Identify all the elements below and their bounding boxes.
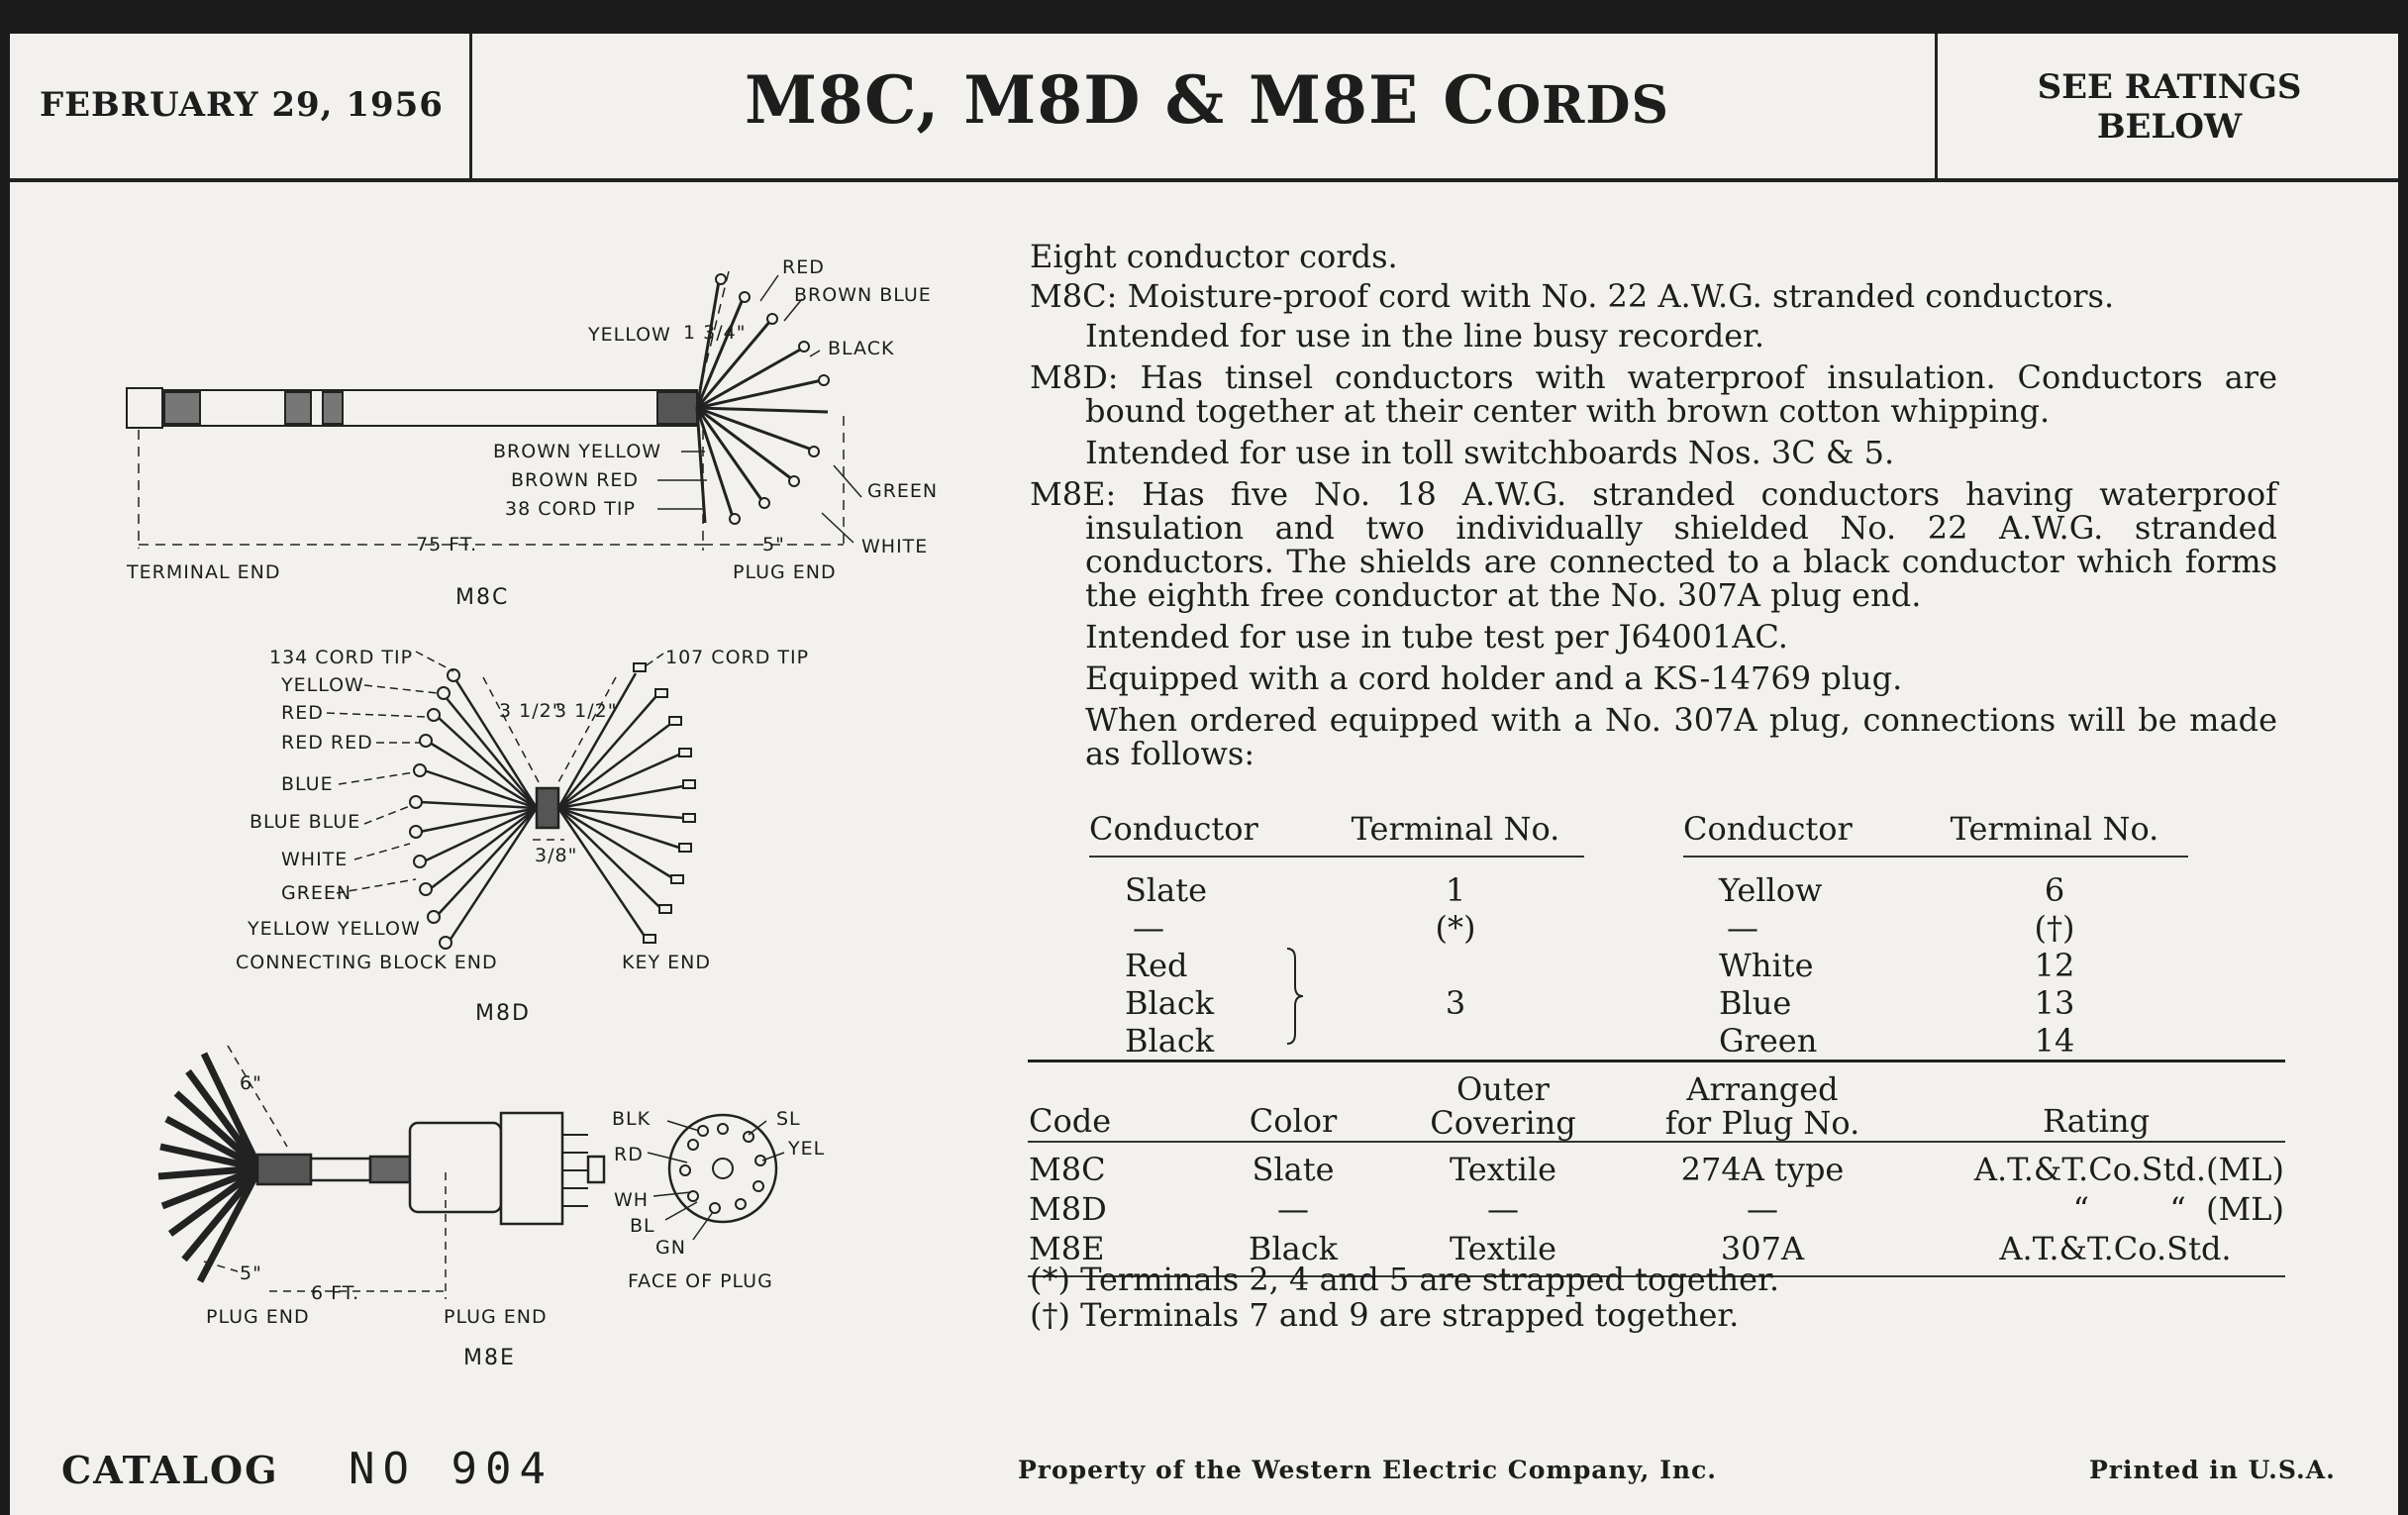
header-divider <box>1935 34 1938 178</box>
conductor-cell: Black <box>1125 1022 1215 1060</box>
m8d-description: M8D: Has tinsel conductors with waterproof insulation. Conductors are bound together at their center with brown cotton whipping. <box>1030 358 2277 430</box>
header-bar <box>10 34 2398 182</box>
label-wh: WH <box>614 1189 650 1211</box>
code-cell: M8C <box>1029 1151 1106 1188</box>
label-face-of-plug: FACE OF PLUG <box>628 1270 773 1292</box>
conductor-cell: Slate <box>1125 871 1208 909</box>
m8e-cord-body <box>311 1159 370 1180</box>
plug-cell: 307A <box>1720 1230 1805 1267</box>
header-outer-line-1: Outer <box>1456 1070 1550 1108</box>
title-main: M8C, M8D & M8E C <box>744 61 1496 139</box>
label-gn: GN <box>655 1237 686 1259</box>
label-red-red: RED RED <box>281 732 373 754</box>
property-notice: Property of the Western Electric Company, Inc. <box>1018 1456 1718 1484</box>
equipped-note: Equipped with a cord holder and a KS-14769 plug. <box>1085 659 1903 697</box>
label-107-cord-tip: 107 CORD TIP <box>665 647 810 668</box>
header-rating: Rating <box>2042 1102 2151 1140</box>
table-row <box>1028 1189 2285 1229</box>
cord-diagrams <box>10 182 1000 1410</box>
ratings-line-2: BELOW <box>2096 107 2243 147</box>
cord-whipping <box>657 392 697 424</box>
label-blue-blue: BLUE BLUE <box>250 811 361 833</box>
m8c-conductor-fan <box>697 281 828 523</box>
label-blue: BLUE <box>281 773 334 795</box>
m8e-cord-whipping <box>370 1157 410 1182</box>
label-blk: BLK <box>612 1108 652 1130</box>
label-yellow-yellow: YELLOW YELLOW <box>248 918 421 940</box>
label-white: WHITE <box>861 536 929 557</box>
printed-in: Printed in U.S.A. <box>2089 1456 2336 1484</box>
m8d-use: Intended for use in toll switchboards Nos. 3C & 5. <box>1085 434 1895 471</box>
when-ordered-note: When ordered equipped with a No. 307A plug, connections will be made as follows: <box>1085 701 2277 772</box>
m8e-cord-whipping <box>257 1155 311 1184</box>
label-yel: YEL <box>788 1138 826 1160</box>
cord-whipping <box>323 392 343 424</box>
face-of-plug-center <box>713 1159 733 1178</box>
dimension-6-in: 6" <box>240 1072 262 1094</box>
label-plug-end-left: PLUG END <box>206 1306 310 1328</box>
code-cell: M8E <box>1029 1230 1105 1267</box>
dimension-5-in: 5" <box>762 534 785 556</box>
catalog-number: NO 904 <box>349 1444 553 1494</box>
table-row <box>1089 909 2188 947</box>
m8d-center-whipping <box>537 788 558 828</box>
see-ratings-note <box>1941 67 2398 147</box>
ratings-header-row <box>1028 1061 2285 1143</box>
m8d-diagram <box>327 652 695 949</box>
ratings-line-1: SEE RATINGS <box>2037 67 2302 107</box>
m8d-leader-lines <box>327 652 663 893</box>
terminal-end-cap <box>127 388 162 428</box>
label-plug-end-right: PLUG END <box>444 1306 548 1328</box>
label-connecting-block-end: CONNECTING BLOCK END <box>236 952 498 973</box>
covering-cell: Textile <box>1449 1230 1557 1267</box>
label-key-end: KEY END <box>622 952 711 973</box>
catalog-card <box>10 34 2398 1515</box>
label-yellow: YELLOW <box>281 674 364 696</box>
header-conductor: Conductor <box>1683 810 1921 857</box>
header-terminal-no: Terminal No. <box>1327 810 1584 857</box>
label-bl: BL <box>630 1215 655 1237</box>
rating-cell: A.T.&T.Co.Std. <box>1999 1230 2232 1267</box>
label-red: RED <box>782 256 825 278</box>
conductor-cell: — <box>1133 909 1164 947</box>
caption-m8e: M8E <box>463 1346 516 1370</box>
page-title <box>475 61 1939 139</box>
m8c-cord-body <box>162 390 697 426</box>
terminal-cell: 6 <box>2044 871 2065 909</box>
caption-m8d: M8D <box>475 1001 531 1026</box>
cord-whipping <box>285 392 311 424</box>
dimension-3-1-2-left: 3 1/2" <box>499 700 562 722</box>
footnote-dagger: (†) Terminals 7 and 9 are strapped together. <box>1030 1296 1740 1334</box>
label-brown-red: BROWN RED <box>511 469 640 491</box>
header-outer-covering <box>1388 1061 1618 1143</box>
conductor-cell: Black <box>1125 984 1215 1022</box>
header-arranged-line-2: for Plug No. <box>1664 1104 1860 1142</box>
m8e-description: M8E: Has five No. 18 A.W.G. stranded conductors having waterproof insulation and two individually shielded No. 22 A.W.G. stranded conductors. The shields are connected to a black conductor which forms the eighth free conductor at the No. 307A plug end. <box>1030 475 2277 614</box>
covering-cell: Textile <box>1449 1151 1557 1188</box>
conductor-cell: Blue <box>1719 984 1792 1022</box>
m8c-description: M8C: Moisture-proof cord with No. 22 A.W.G. stranded conductors. <box>1030 277 2115 315</box>
terminal-cell <box>1327 947 1584 1060</box>
plug-key <box>588 1157 604 1182</box>
conductor-cell: White <box>1719 947 1814 984</box>
table-row <box>1089 947 2188 984</box>
m8c-labels <box>126 256 938 610</box>
caption-m8c: M8C <box>455 585 510 610</box>
label-white: WHITE <box>281 849 349 870</box>
color-cell: Black <box>1248 1230 1339 1267</box>
code-cell: M8D <box>1029 1190 1107 1228</box>
conductor-cell: — <box>1727 909 1758 947</box>
label-black: BLACK <box>828 338 895 359</box>
header-color: Color <box>1249 1102 1338 1140</box>
label-38-cord-tip: 38 CORD TIP <box>505 498 636 520</box>
dimension-5-in: 5" <box>240 1262 262 1284</box>
conductor-cell: Green <box>1719 1022 1818 1060</box>
terminal-cell: 1 <box>1445 871 1466 909</box>
connections-table <box>1089 810 2188 1060</box>
table-row <box>1089 871 2188 909</box>
header-outer-line-2: Covering <box>1430 1104 1576 1142</box>
label-terminal-end: TERMINAL END <box>127 561 281 583</box>
title-small-caps: ORDS <box>1495 75 1670 136</box>
intro-text: Eight conductor cords. <box>1030 238 1398 275</box>
brace-icon <box>1283 947 1307 1046</box>
label-red: RED <box>281 702 324 724</box>
connections-header-row <box>1089 810 2188 857</box>
plug-body <box>410 1123 501 1212</box>
dimension-3-8: 3/8" <box>535 845 578 866</box>
m8d-tip-terminals <box>634 663 695 943</box>
footnote-star: (*) Terminals 2, 4 and 5 are strapped together. <box>1030 1261 1780 1298</box>
m8d-labels <box>236 647 809 1026</box>
m8c-diagram <box>127 271 861 551</box>
terminal-cell: (*) <box>1435 909 1476 947</box>
plug-cell: — <box>1747 1190 1778 1228</box>
terminal-cell: (†) <box>2034 909 2075 947</box>
label-134-cord-tip: 134 CORD TIP <box>269 647 414 668</box>
header-conductor: Conductor <box>1089 810 1327 857</box>
catalog-label: CATALOG <box>61 1448 279 1492</box>
color-cell: — <box>1277 1190 1309 1228</box>
terminal-value: 3 <box>1445 984 1466 1022</box>
label-brown-blue: BROWN BLUE <box>794 284 932 306</box>
header-arranged-for-plug <box>1618 1061 1907 1143</box>
plug-shell <box>501 1113 562 1224</box>
conductor-cell: Red <box>1125 947 1188 984</box>
ratings-table <box>1028 1060 2285 1277</box>
plug-cell: 274A type <box>1680 1151 1845 1188</box>
m8e-use: Intended for use in tube test per J64001AC. <box>1085 618 1788 656</box>
covering-cell: — <box>1487 1190 1519 1228</box>
table-row <box>1028 1142 2285 1189</box>
rating-cell: “ “ (ML) <box>2072 1190 2284 1228</box>
header-terminal-no: Terminal No. <box>1921 810 2188 857</box>
table-row <box>1089 1022 2188 1060</box>
conductor-cell: Yellow <box>1719 871 1823 909</box>
label-sl: SL <box>776 1108 801 1130</box>
color-cell: Slate <box>1252 1151 1335 1188</box>
rating-cell: A.T.&T.Co.Std.(ML) <box>1973 1151 2284 1188</box>
description <box>1030 240 2277 770</box>
cord-whipping <box>164 392 200 424</box>
dimension-75-ft: 75 FT. <box>416 534 478 556</box>
m8d-spade-terminals <box>410 669 459 949</box>
table-row <box>1089 984 2188 1022</box>
label-yellow: YELLOW <box>588 324 671 346</box>
label-rd: RD <box>614 1144 644 1165</box>
terminal-cell: 14 <box>2034 1022 2075 1060</box>
dimension-6-ft: 6 FT. <box>311 1282 360 1304</box>
label-green: GREEN <box>281 882 352 904</box>
footnotes <box>1030 1262 1779 1333</box>
terminal-cell: 12 <box>2034 947 2075 984</box>
header-arranged-line-1: Arranged <box>1686 1070 1839 1108</box>
header-divider <box>469 34 472 178</box>
plug-pins <box>562 1135 588 1206</box>
label-plug-end: PLUG END <box>733 561 837 583</box>
dimension-3-1-2-right: 3 1/2" <box>554 700 618 722</box>
issue-date: FEBRUARY 29, 1956 <box>40 85 444 125</box>
m8c-use: Intended for use in the line busy recorder. <box>1085 317 1765 354</box>
header-code: Code <box>1029 1102 1112 1140</box>
label-brown-yellow: BROWN YELLOW <box>493 441 662 462</box>
label-green: GREEN <box>867 480 939 502</box>
dimension-1-3-4: 1 3/4" <box>683 322 747 344</box>
terminal-cell: 13 <box>2034 984 2075 1022</box>
